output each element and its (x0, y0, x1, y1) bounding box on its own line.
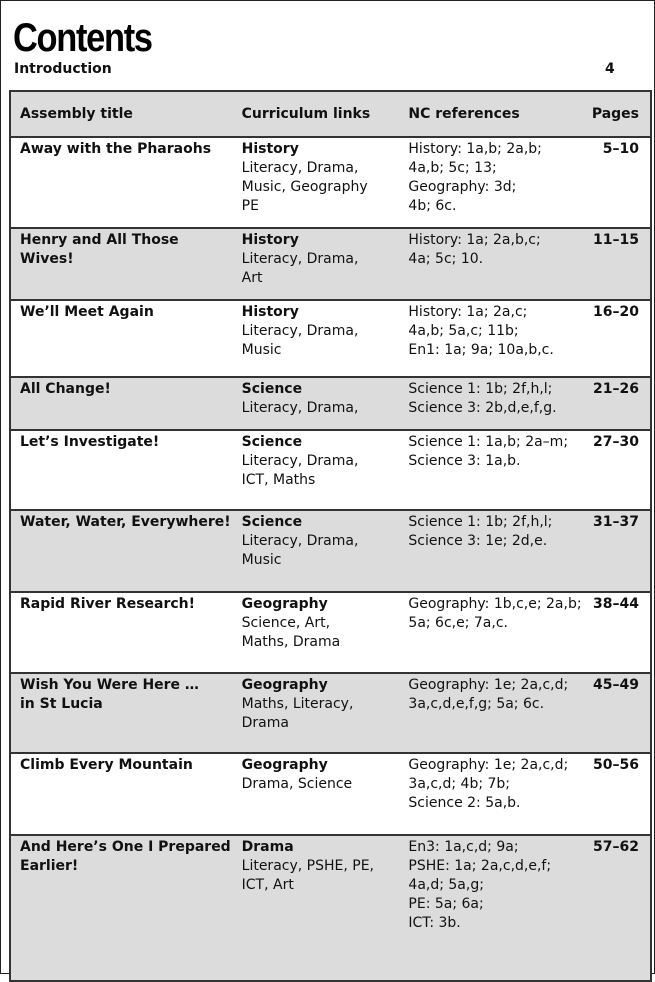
table-row (10, 300, 651, 377)
nc-reference-line: En1: 1a; 9a; 10a,b,c. (408, 342, 554, 358)
curriculum-link-line: Literacy, Drama, (241, 533, 359, 549)
pages-cell: 45–49 (582, 673, 651, 753)
nc-reference-line: Science 2: 5a,b. (408, 795, 521, 811)
curriculum-links-cell (232, 430, 399, 510)
table-row (10, 592, 651, 673)
curriculum-links-cell (232, 753, 399, 835)
curriculum-subject: Drama (241, 839, 294, 855)
pages-cell: 50–56 (582, 753, 651, 835)
nc-reference-line: 4b; 6c. (408, 198, 457, 214)
curriculum-links-cell (232, 673, 399, 753)
curriculum-links-cell (232, 835, 399, 981)
pages-cell: 27–30 (582, 430, 651, 510)
pages-cell: 11–15 (582, 228, 651, 300)
assembly-title-line: Earlier! (20, 858, 79, 874)
assembly-title-cell (10, 592, 232, 673)
curriculum-subject: History (241, 141, 299, 157)
nc-reference-line: 3a,c,d; 4b; 7b; (408, 776, 511, 792)
assembly-title-line: And Here’s One I Prepared (20, 839, 231, 855)
pages-cell: 31–37 (582, 510, 651, 592)
nc-references-cell (398, 377, 581, 430)
curriculum-subject: History (241, 232, 299, 248)
nc-reference-line: Geography: 3d; (408, 179, 517, 195)
curriculum-link-line: Literacy, Drama, (241, 323, 359, 339)
assembly-title-line: We’ll Meet Again (20, 304, 154, 320)
table-row (10, 228, 651, 300)
curriculum-link-line: Music, Geography (241, 179, 368, 195)
curriculum-link-line: Music (241, 552, 282, 568)
nc-reference-line: Science 3: 1e; 2d,e. (408, 533, 548, 549)
assembly-title-cell (10, 430, 232, 510)
column-header-title: Assembly title (10, 91, 232, 137)
curriculum-link-line: Literacy, Drama, (241, 251, 359, 267)
nc-reference-line: Geography: 1b,c,e; 2a,b; (408, 596, 582, 612)
pages-cell: 16–20 (582, 300, 651, 377)
curriculum-link-line: Science, Art, (241, 615, 331, 631)
curriculum-subject: Geography (241, 596, 328, 612)
curriculum-links-cell (232, 510, 399, 592)
nc-references-cell (398, 753, 581, 835)
nc-references-cell (398, 673, 581, 753)
table-row (10, 430, 651, 510)
curriculum-subject: Science (241, 514, 303, 530)
table-row (10, 673, 651, 753)
assembly-title-line: Water, Water, Everywhere! (20, 514, 231, 530)
curriculum-link-line: ICT, Art (241, 877, 294, 893)
curriculum-link-line: Maths, Literacy, (241, 696, 354, 712)
nc-reference-line: Science 3: 2b,d,e,f,g. (408, 400, 557, 416)
assembly-title-cell (10, 300, 232, 377)
curriculum-link-line: Art (241, 270, 263, 286)
nc-reference-line: History: 1a; 2a,b,c; (408, 232, 541, 248)
nc-reference-line: Science 1: 1a,b; 2a–m; (408, 434, 569, 450)
nc-references-cell (398, 510, 581, 592)
table-row (10, 137, 651, 228)
curriculum-link-line: PE (241, 198, 259, 214)
pages-cell: 5–10 (582, 137, 651, 228)
pages-cell: 38–44 (582, 592, 651, 673)
nc-reference-line: PSHE: 1a; 2a,c,d,e,f; (408, 858, 552, 874)
nc-reference-line: 4a,b; 5a,c; 11b; (408, 323, 519, 339)
assembly-title-line: Let’s Investigate! (20, 434, 160, 450)
assembly-title-line: Wish You Were Here … (20, 677, 199, 693)
curriculum-subject: History (241, 304, 299, 320)
column-header-pages: Pages (582, 91, 651, 137)
assembly-title-cell (10, 753, 232, 835)
curriculum-links-cell (232, 137, 399, 228)
curriculum-links-cell (232, 300, 399, 377)
nc-references-cell (398, 300, 581, 377)
curriculum-links-cell (232, 228, 399, 300)
nc-references-cell (398, 430, 581, 510)
curriculum-subject: Science (241, 434, 303, 450)
page-title: Contents (13, 16, 152, 60)
nc-reference-line: History: 1a,b; 2a,b; (408, 141, 542, 157)
nc-reference-line: 4a,b; 5c; 13; (408, 160, 497, 176)
nc-references-cell (398, 835, 581, 981)
introduction-label: Introduction (14, 61, 112, 77)
assembly-title-line: All Change! (20, 381, 111, 397)
pages-cell: 57–62 (582, 835, 651, 981)
nc-reference-line: 4a,d; 5a,g; (408, 877, 484, 893)
assembly-title-cell (10, 673, 232, 753)
introduction-page-number: 4 (605, 61, 615, 77)
curriculum-link-line: Drama (241, 715, 289, 731)
contents-table (9, 90, 652, 982)
nc-reference-line: History: 1a; 2a,c; (408, 304, 528, 320)
curriculum-subject: Geography (241, 677, 328, 693)
nc-reference-line: 5a; 6c,e; 7a,c. (408, 615, 508, 631)
nc-references-cell (398, 592, 581, 673)
nc-reference-line: 4a; 5c; 10. (408, 251, 484, 267)
column-header-curriculum: Curriculum links (232, 91, 399, 137)
curriculum-links-cell (232, 377, 399, 430)
curriculum-link-line: Drama, Science (241, 776, 353, 792)
column-header-nc-references: NC references (398, 91, 581, 137)
nc-reference-line: 3a,c,d,e,f,g; 5a; 6c. (408, 696, 545, 712)
curriculum-link-line: Literacy, Drama, (241, 453, 359, 469)
curriculum-link-line: ICT, Maths (241, 472, 316, 488)
curriculum-link-line: Music (241, 342, 282, 358)
nc-references-cell (398, 137, 581, 228)
nc-reference-line: Science 3: 1a,b. (408, 453, 521, 469)
assembly-title-line: Climb Every Mountain (20, 757, 193, 773)
table-row (10, 753, 651, 835)
assembly-title-cell (10, 137, 232, 228)
assembly-title-cell (10, 377, 232, 430)
table-row (10, 835, 651, 981)
nc-reference-line: PE: 5a; 6a; (408, 896, 484, 912)
nc-reference-line: En3: 1a,c,d; 9a; (408, 839, 519, 855)
table-row (10, 377, 651, 430)
assembly-title-line: in St Lucia (20, 696, 103, 712)
curriculum-link-line: Literacy, Drama, (241, 160, 359, 176)
curriculum-link-line: Literacy, PSHE, PE, (241, 858, 374, 874)
nc-reference-line: ICT: 3b. (408, 915, 461, 931)
assembly-title-cell (10, 228, 232, 300)
nc-reference-line: Science 1: 1b; 2f,h,l; (408, 514, 553, 530)
assembly-title-line: Henry and All Those Wives! (20, 232, 179, 267)
pages-cell: 21–26 (582, 377, 651, 430)
curriculum-link-line: Literacy, Drama, (241, 400, 359, 416)
assembly-title-cell (10, 835, 232, 981)
curriculum-links-cell (232, 592, 399, 673)
nc-references-cell (398, 228, 581, 300)
curriculum-subject: Science (241, 381, 303, 397)
assembly-title-line: Rapid River Research! (20, 596, 196, 612)
nc-reference-line: Science 1: 1b; 2f,h,l; (408, 381, 553, 397)
curriculum-link-line: Maths, Drama (241, 634, 341, 650)
assembly-title-line: Away with the Pharaohs (20, 141, 212, 157)
table-row (10, 510, 651, 592)
assembly-title-cell (10, 510, 232, 592)
header-row (10, 91, 651, 137)
nc-reference-line: Geography: 1e; 2a,c,d; (408, 757, 569, 773)
curriculum-subject: Geography (241, 757, 328, 773)
nc-reference-line: Geography: 1e; 2a,c,d; (408, 677, 569, 693)
